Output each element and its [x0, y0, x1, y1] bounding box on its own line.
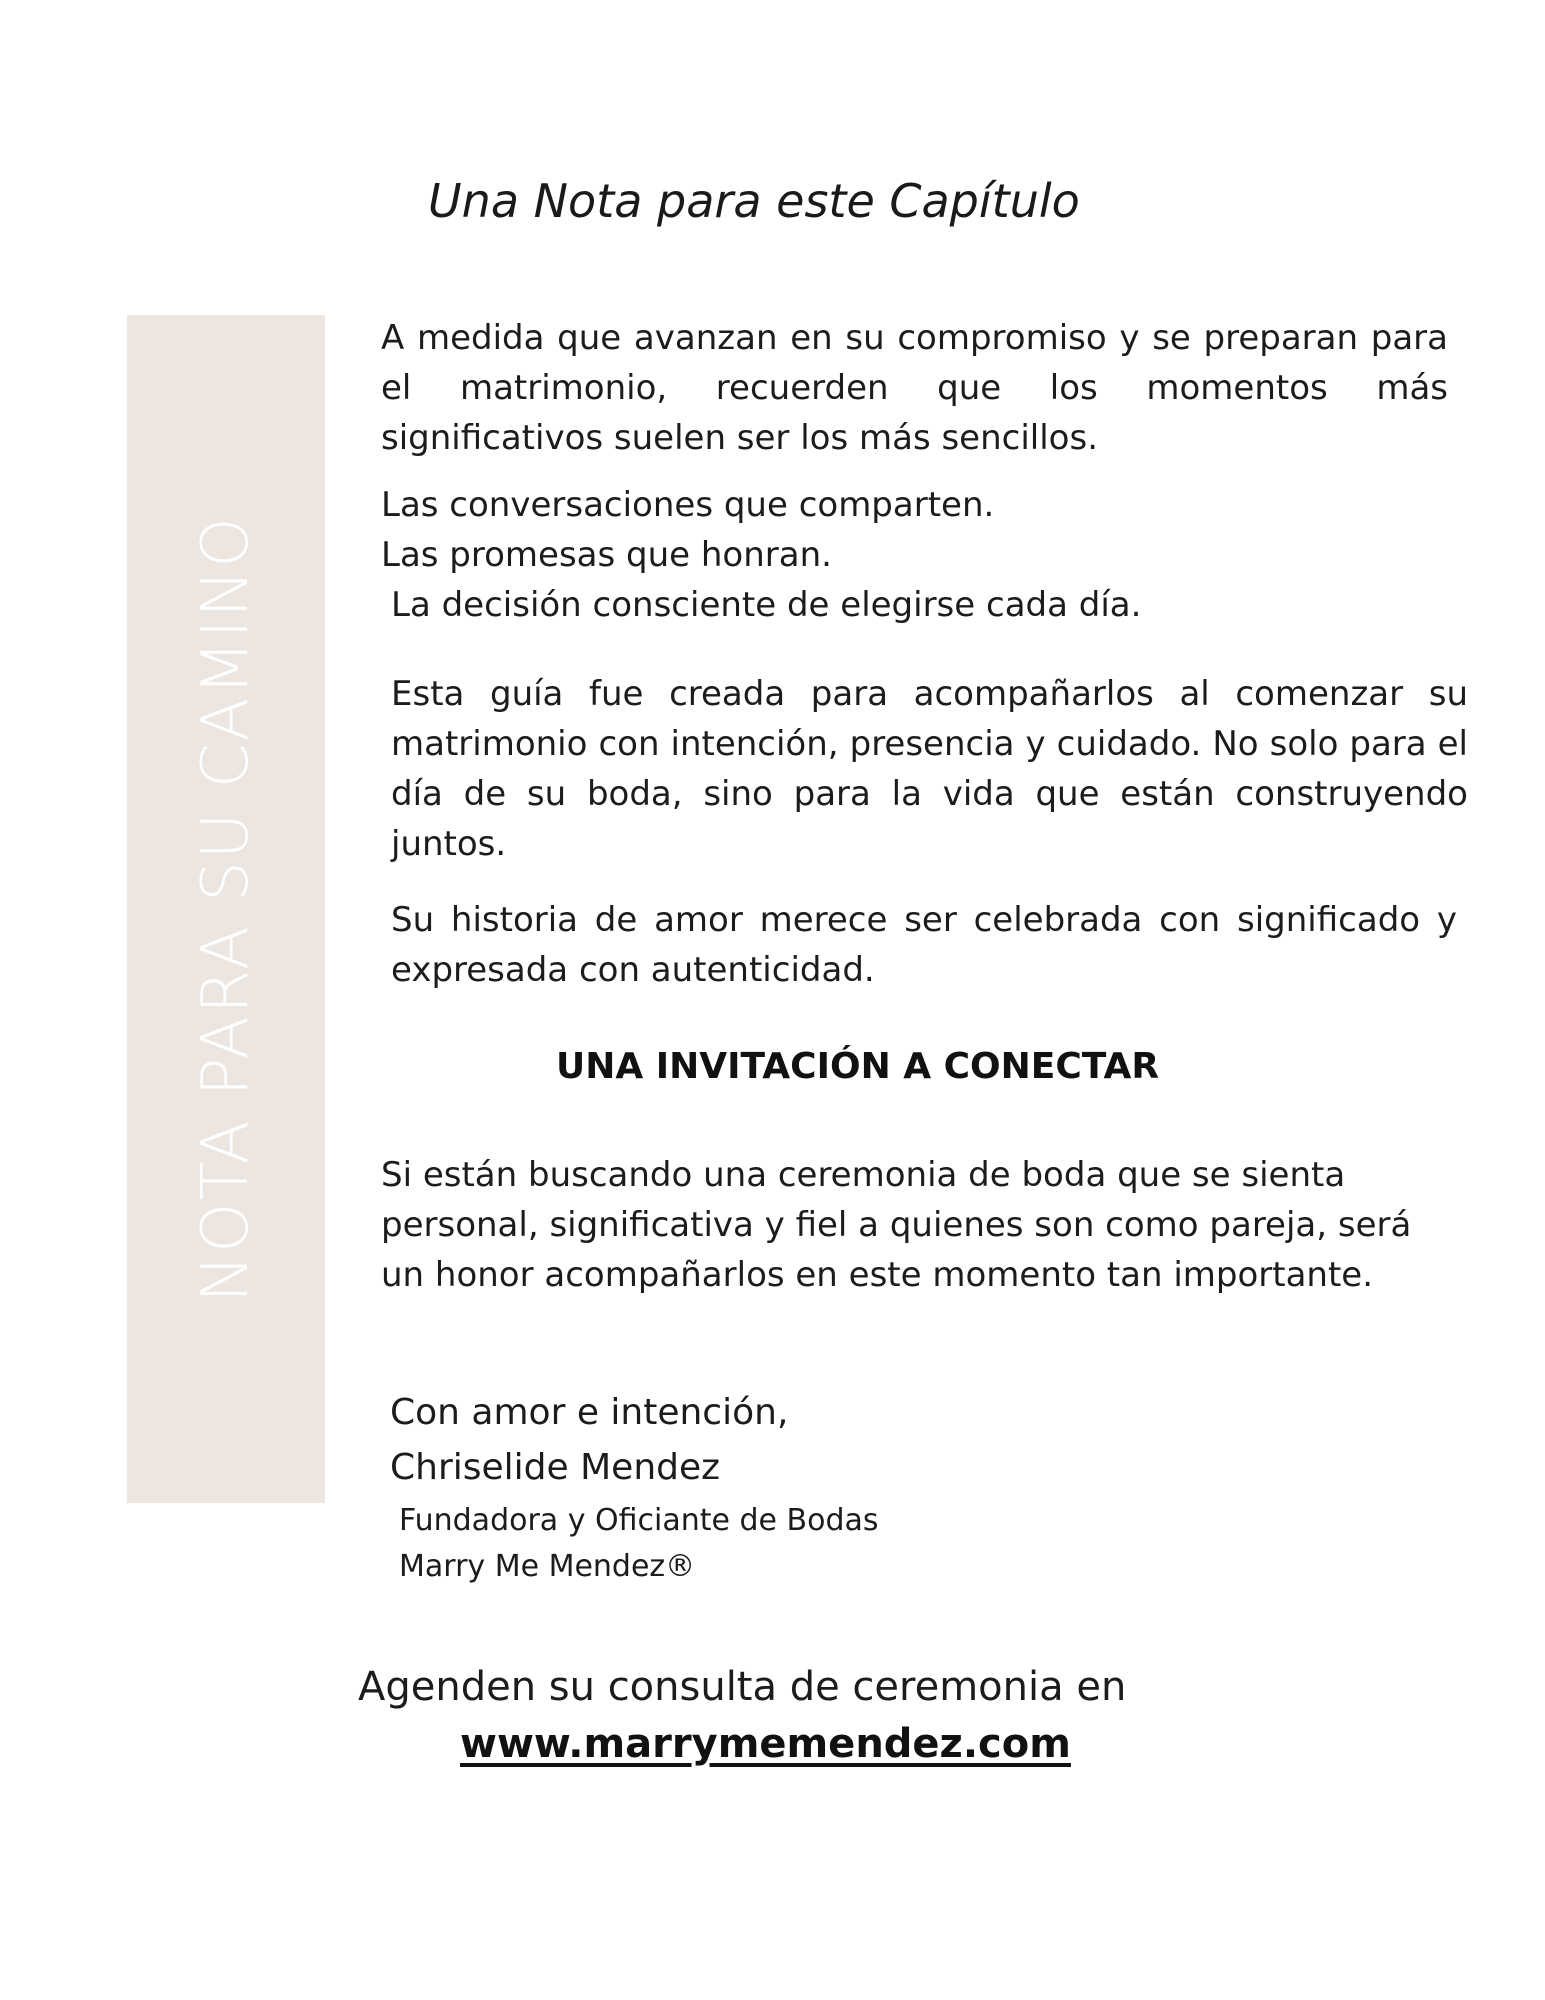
signature-company: Marry Me Mendez® — [399, 1549, 696, 1584]
side-banner-label: NOTA PARA SU CAMINO — [189, 515, 263, 1303]
invitation-heading: UNA INVITACIÓN A CONECTAR — [556, 1046, 1160, 1087]
guide-paragraph: Esta guía fue creada para acompañarlos al comenzar su matrimonio con intención, presencia y cuidado. No solo para el día de su boda, sino para la vida que están construyendo juntos. — [391, 674, 1468, 864]
consultation-text: Agenden su consulta de ceremonia en — [358, 1664, 1127, 1710]
website-link[interactable]: www.marrymemendez.com — [460, 1721, 1071, 1767]
invitation-paragraph: Si están buscando una ceremonia de boda que se sienta personal, significativa y fiel a quienes son como pareja, será un honor acompañarlos en este momento tan importante. — [381, 1155, 1412, 1295]
signature-role: Fundadora y Oficiante de Bodas — [399, 1503, 879, 1538]
reflection-line: La decisión consciente de elegirse cada día. — [391, 585, 1142, 625]
signature-closing: Con amor e intención, — [390, 1392, 789, 1433]
signature-name: Chriselide Mendez — [390, 1447, 721, 1488]
intro-paragraph: A medida que avanzan en su compromiso y se preparan para el matrimonio, recuerden que los momentos más significativos suelen ser los más sencillos. — [381, 318, 1448, 458]
reflection-line: Las promesas que honran. — [381, 535, 832, 575]
side-banner — [127, 315, 325, 1503]
love-story-paragraph: Su historia de amor merece ser celebrada con significado y expresada con autenticidad. — [391, 900, 1457, 990]
reflection-line: Las conversaciones que comparten. — [381, 485, 995, 525]
page-title: Una Nota para este Capítulo — [428, 174, 1080, 228]
reflection-lines — [381, 480, 1448, 630]
